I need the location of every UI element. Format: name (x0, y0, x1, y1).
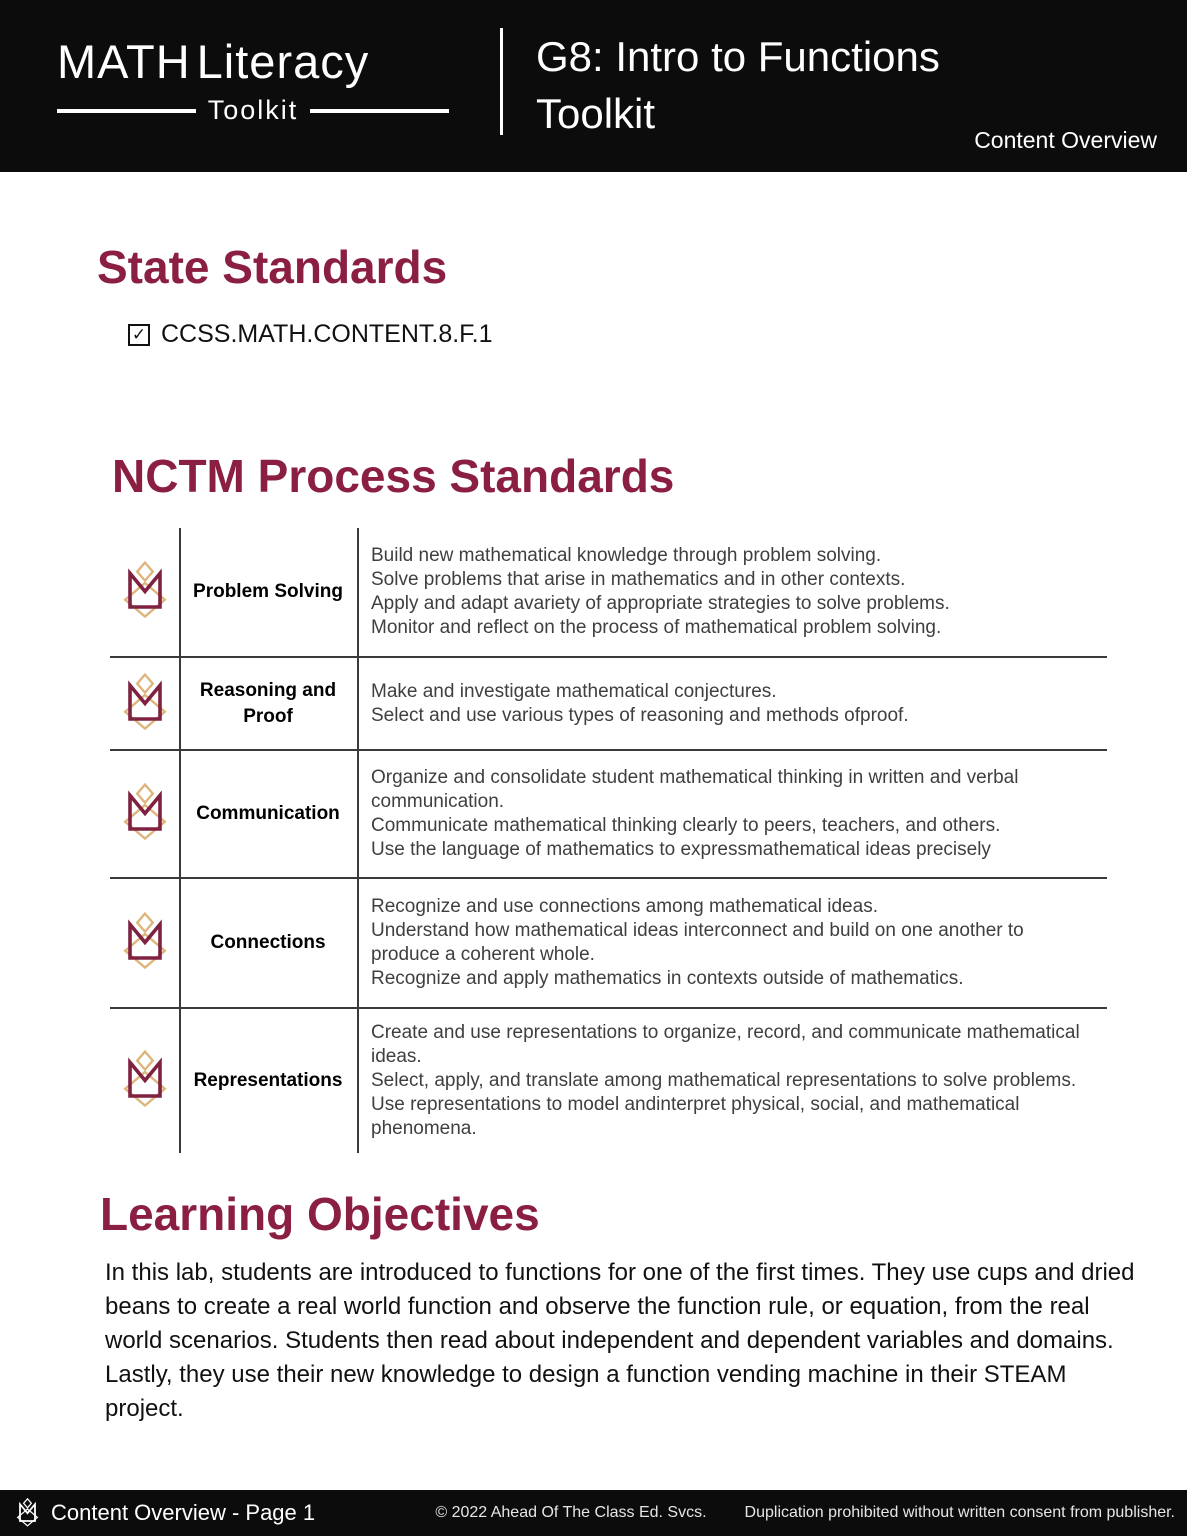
math-literacy-logo-icon (118, 910, 172, 976)
table-row-connections (110, 877, 1107, 1007)
row-label: Connections (210, 932, 326, 954)
description-line: Monitor and reflect on the process of mathematical problem solving. (371, 617, 942, 638)
description-line: Make and investigate mathematical conjectures. (371, 680, 777, 702)
header-bar (0, 0, 1187, 172)
description-line: Understand how mathematical ideas interconnect and build on one another to produce a coherent whole. (371, 920, 1024, 965)
math-literacy-logo-icon (118, 781, 172, 847)
brand-math-text: MATH (57, 35, 191, 88)
standard-code-text: CCSS.MATH.CONTENT.8.F.1 (161, 320, 493, 348)
brand-toolkit-text: Toolkit (207, 95, 299, 125)
description-line: Select and use various types of reasoning and methods ofproof. (371, 704, 909, 726)
row-description (357, 668, 1107, 740)
learning-objectives-paragraph: In this lab, students are introduced to functions for one of the first times. They use cups and dried beans to create a real world function and observe the function rule, or equation, from the real world scenarios. Students then read about independent and dependent variables and domains. Lastly, they use their new knowledge to design a function vending machine in their STEAM project. (105, 1259, 1135, 1422)
checkbox-checked-icon (128, 324, 150, 346)
row-description (357, 532, 1107, 652)
icon-cell (110, 559, 179, 625)
math-literacy-logo-icon (118, 1048, 172, 1114)
icon-cell (110, 781, 179, 847)
row-label: Problem Solving (193, 581, 343, 603)
nctm-heading: NCTM Process Standards (112, 450, 675, 502)
row-label: Reasoning and Proof (199, 679, 337, 727)
nctm-standards-table (110, 528, 1107, 1153)
table-row-representations (110, 1007, 1107, 1153)
table-row-reasoning-proof (110, 656, 1107, 749)
footer-bar (0, 1490, 1187, 1536)
row-label: Representations (193, 1070, 343, 1092)
description-line: Use the language of mathematics to expressmathematical ideas precisely (371, 839, 991, 860)
brand-rule-left (57, 109, 196, 113)
description-line: Build new mathematical knowledge through problem solving. (371, 545, 882, 566)
description-line: Communicate mathematical thinking clearly to peers, teachers, and others. (371, 815, 1001, 836)
math-literacy-logo-icon (14, 1497, 41, 1530)
math-literacy-logo-icon (118, 559, 172, 625)
description-line: Recognize and apply mathematics in contexts outside of mathematics. (371, 968, 964, 989)
description-line: Create and use representations to organize, record, and communicate mathematical ideas. (371, 1022, 1080, 1067)
document-title (536, 28, 940, 142)
footer-duplication-notice: Duplication prohibited without written consent from publisher. (744, 1504, 1175, 1521)
brand-rule-right (310, 109, 449, 113)
standard-list-item (128, 320, 493, 349)
table-row-problem-solving (110, 528, 1107, 656)
check-glyph: ✓ (131, 325, 147, 344)
row-description (357, 1009, 1107, 1153)
description-line: Select, apply, and translate among mathematical representations to solve problems. (371, 1070, 1077, 1091)
icon-cell (110, 910, 179, 976)
brand-toolkit-line (57, 95, 449, 126)
document-title-line2: Toolkit (536, 90, 656, 137)
row-description (357, 754, 1107, 874)
table-column-divider (179, 528, 181, 1153)
table-column-divider (357, 528, 359, 1153)
description-line: Recognize and use connections among mathematical ideas. (371, 896, 878, 917)
icon-cell (110, 671, 179, 737)
icon-cell (110, 1048, 179, 1114)
footer-copyright-text: © 2022 Ahead Of The Class Ed. Svcs. (435, 1504, 707, 1521)
learning-objectives-heading: Learning Objectives (100, 1188, 540, 1240)
header-section-label: Content Overview (974, 127, 1157, 153)
state-standards-heading: State Standards (97, 241, 448, 293)
document-title-line1: G8: Intro to Functions (536, 33, 940, 80)
description-line: Apply and adapt avariety of appropriate strategies to solve problems. (371, 593, 950, 614)
row-description (357, 883, 1107, 1003)
brand-logo (57, 34, 449, 126)
header-divider (500, 28, 503, 135)
description-line: Use representations to model andinterpret physical, social, and mathematical phenomena. (371, 1094, 1020, 1139)
brand-wordmark (57, 34, 449, 89)
footer-legal (435, 1504, 1175, 1522)
row-label: Communication (196, 803, 340, 825)
description-line: Organize and consolidate student mathematical thinking in written and verbal communication. (371, 767, 1019, 812)
math-literacy-logo-icon (118, 671, 172, 737)
footer-page-label: Content Overview - Page 1 (51, 1500, 316, 1525)
description-line: Solve problems that arise in mathematics and in other contexts. (371, 569, 906, 590)
brand-literacy-text: Literacy (196, 35, 370, 88)
table-row-communication (110, 749, 1107, 877)
